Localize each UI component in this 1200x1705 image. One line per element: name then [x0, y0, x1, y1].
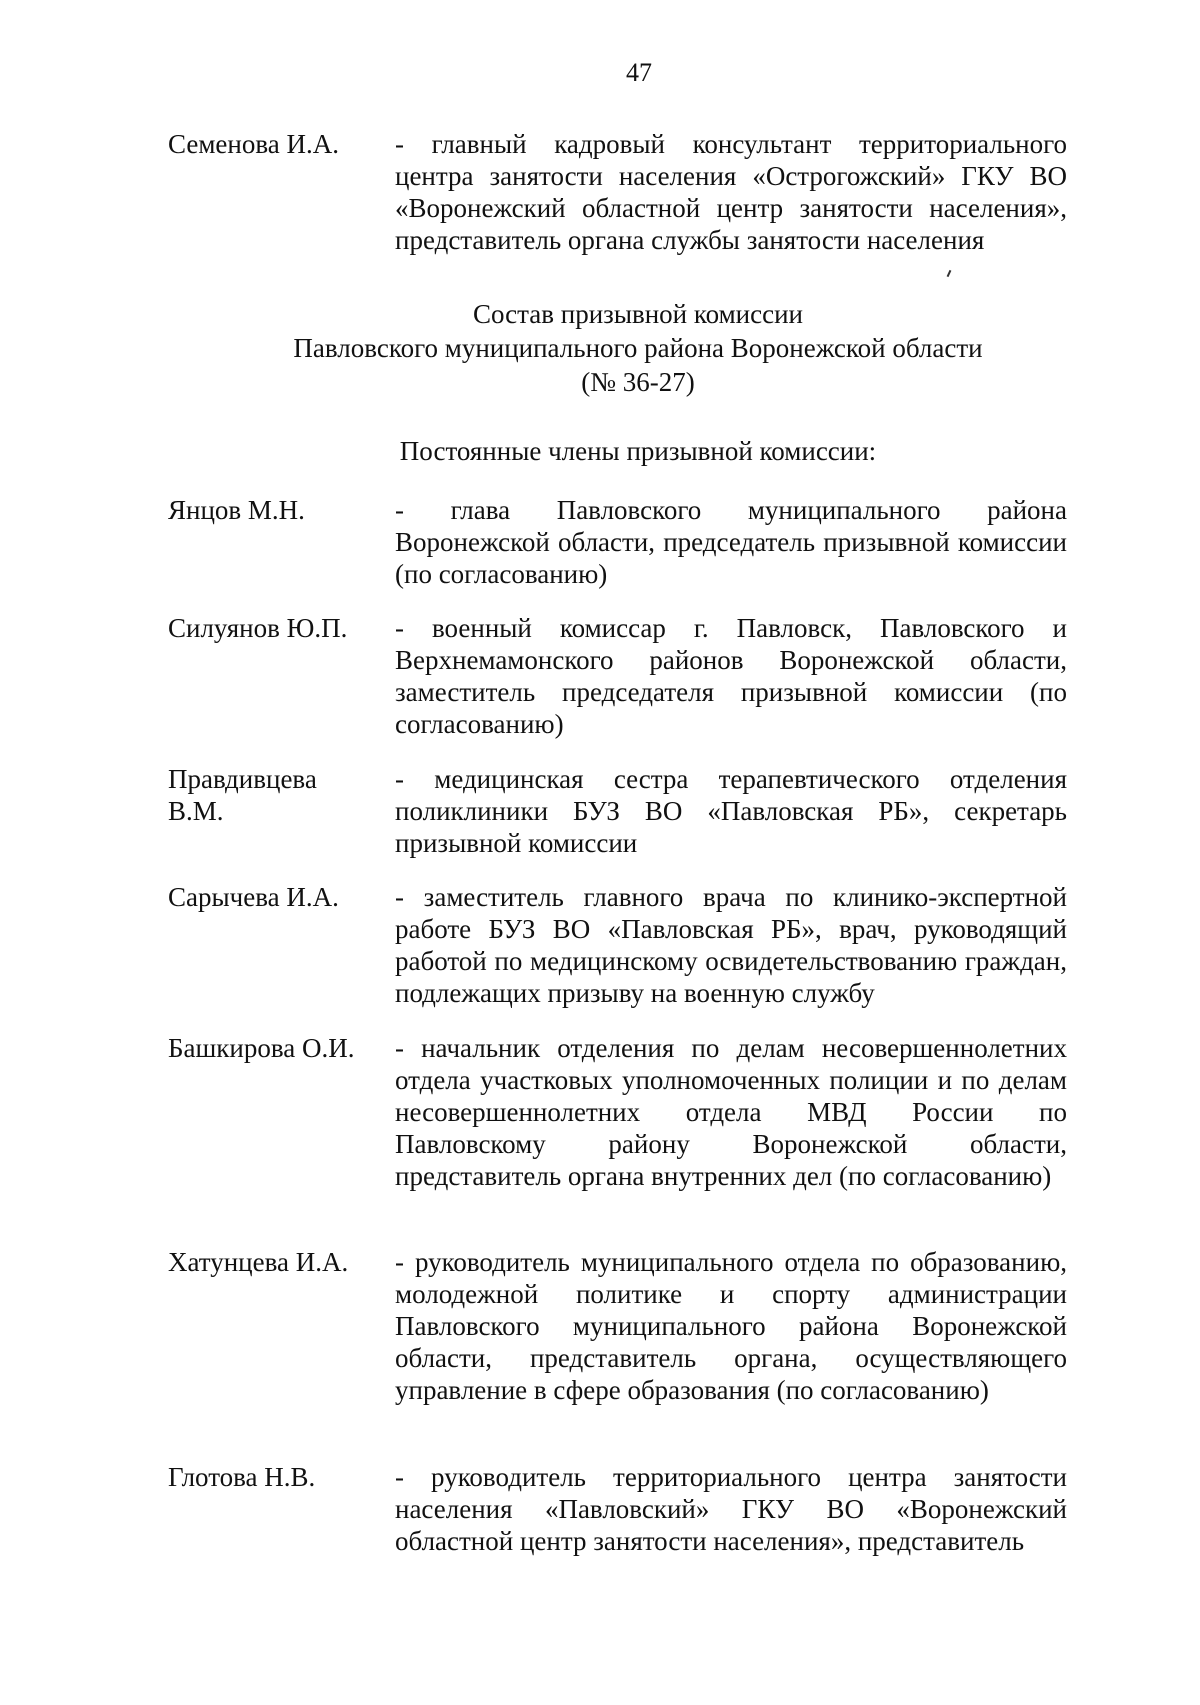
page-number: 47 — [626, 58, 652, 87]
member-name: Глотова Н.В. — [168, 1462, 316, 1492]
member-description: - глава Павловского муниципального района Воронежской области, председатель призывной комиссии (по согласованию) — [395, 495, 1067, 589]
member-name: Сарычева И.А. — [168, 882, 339, 912]
member-name: Хатунцева И.А. — [168, 1247, 349, 1277]
section-title-line3: (№ 36-27) — [581, 367, 695, 397]
member-description: - военный комиссар г. Павловск, Павловского и Верхнемамонского районов Воронежской области, заместитель председателя призывной комиссии (по согласованию) — [395, 613, 1067, 739]
member-name: Янцов М.Н. — [168, 495, 305, 525]
entry-name: Семенова И.А. — [168, 129, 339, 159]
member-description: - заместитель главного врача по клинико-экспертной работе БУЗ ВО «Павловская РБ», врач, руководящий работой по медицинскому освидетельствованию граждан, подлежащих призыву на военную службу — [395, 882, 1067, 1008]
member-description: - начальник отделения по делам несовершеннолетних отдела участковых уполномоченных полиции и по делам несовершеннолетних отдела МВД России по Павловскому району Воронежской области, представитель органа внутренних дел (по согласованию) — [395, 1033, 1067, 1191]
section-title-line1: Состав призывной комиссии — [472, 299, 803, 329]
section-subtitle: Постоянные члены призывной комиссии: — [399, 436, 877, 466]
member-description: - медицинская сестра терапевтического отделения поликлиники БУЗ ВО «Павловская РБ», секретарь призывной комиссии — [395, 764, 1067, 858]
entry-description: - главный кадровый консультант территориального центра занятости населения «Острогожский» ГКУ ВО «Воронежский областной центр занятости населения», представитель органа службы занятости населения — [395, 129, 1067, 255]
member-name: Башкирова О.И. — [168, 1033, 355, 1063]
member-name: Силуянов Ю.П. — [168, 613, 348, 643]
member-description: - руководитель территориального центра занятости населения «Павловский» ГКУ ВО «Воронежский областной центр занятости населения», представитель — [395, 1462, 1067, 1556]
member-name: Правдивцева В.М. — [168, 764, 317, 826]
scan-mark — [947, 270, 952, 277]
section-title-line2: Павловского муниципального района Воронежской области — [293, 333, 983, 363]
member-description: - руководитель муниципального отдела по образованию, молодежной политике и спорту администрации Павловского муниципального района Воронежской области, представитель органа, осуществляющего управление в сфере образования (по согласованию) — [395, 1247, 1067, 1405]
